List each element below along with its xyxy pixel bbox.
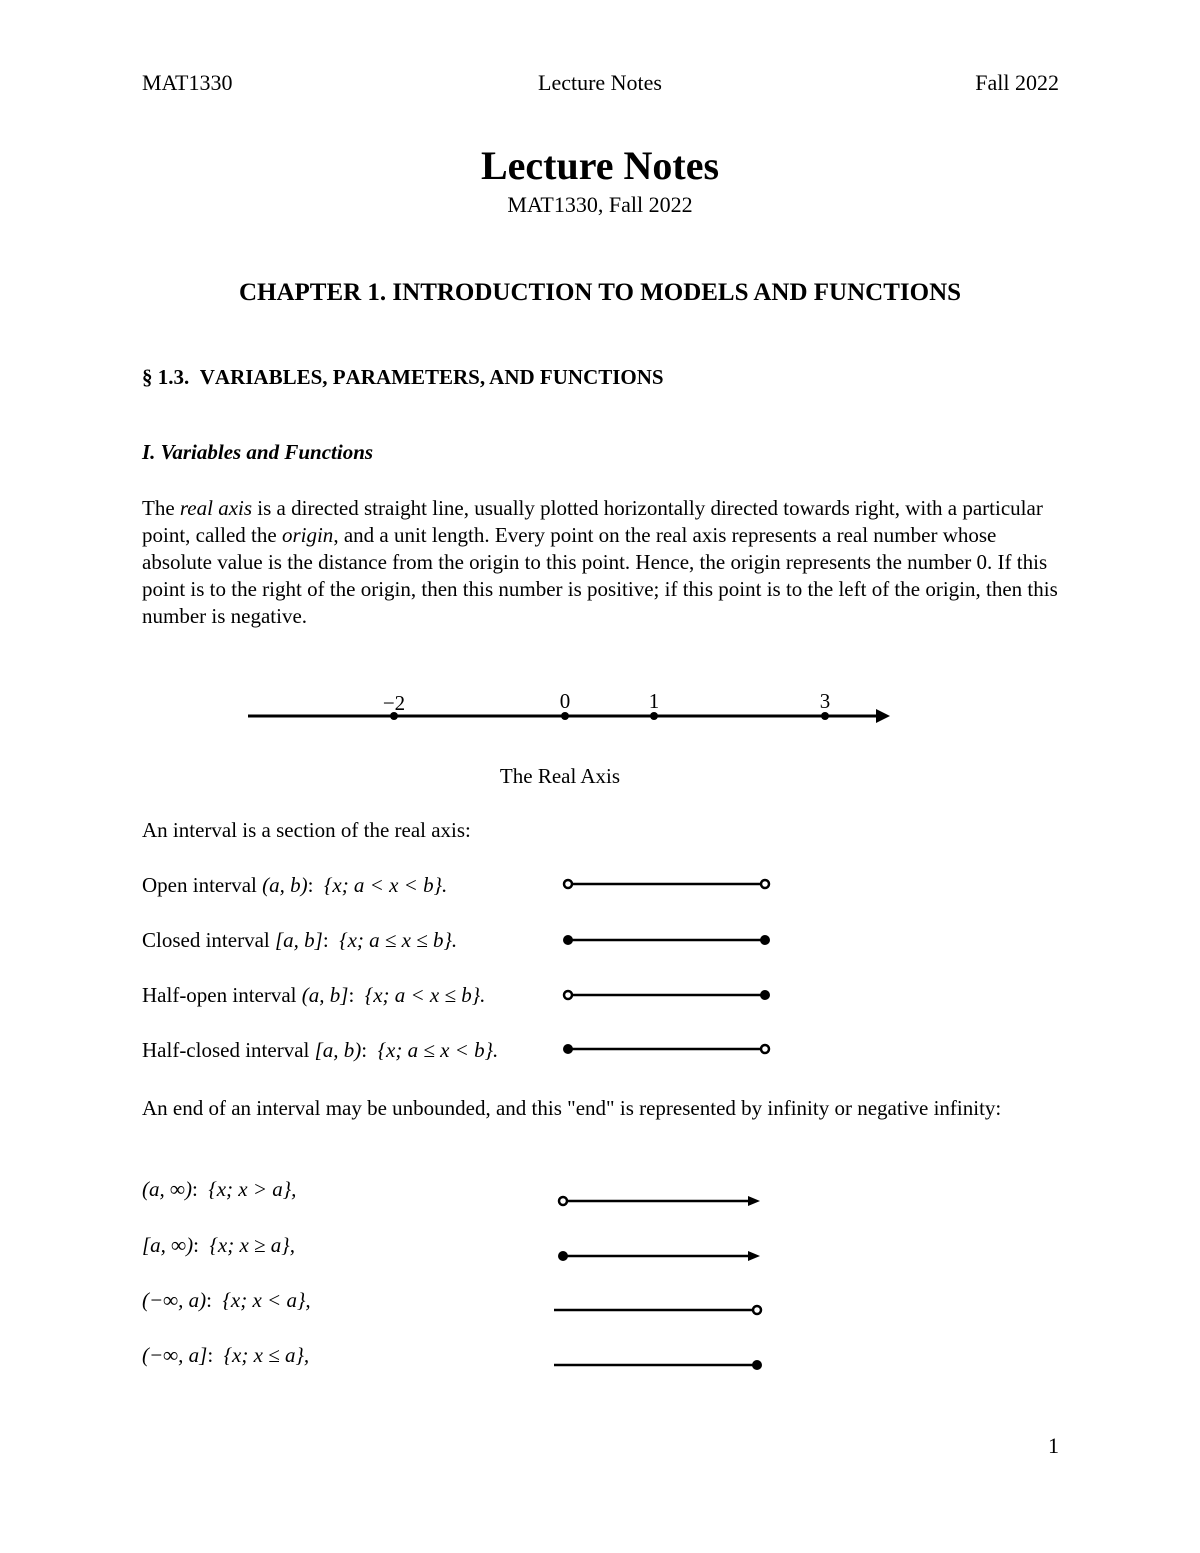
page-number: 1: [1048, 1433, 1059, 1458]
interval-notation: (a, ∞): [142, 1177, 192, 1201]
closed-endpoint: [760, 935, 770, 945]
real-axis-tick-label: 1: [648, 689, 660, 713]
open-endpoint: [761, 880, 769, 888]
term-origin: origin: [281, 523, 334, 547]
section-title-part: ARIABLES: [214, 365, 323, 389]
closed-endpoint: [563, 1044, 573, 1054]
real-axis-tick-label: 3: [819, 689, 831, 713]
closed-endpoint: [558, 1251, 568, 1261]
ray-open-left-diagram: [554, 1306, 761, 1314]
subsection-heading: I. Variables and Functions: [142, 440, 374, 464]
interval-notation: (−∞, a): [142, 1288, 207, 1312]
header-course: MAT1330: [142, 70, 233, 95]
section-title-part: , P: [322, 365, 346, 389]
interval-set: {x; a ≤ x < b}.: [377, 1038, 499, 1062]
interval-set: {x; a < x < b}.: [323, 873, 448, 897]
document-subtitle: MAT1330, Fall 2022: [507, 192, 693, 217]
open-endpoint: [753, 1306, 761, 1314]
unbounded-intro: An end of an interval may be unbounded, and this "end" is represented by infinity or negative infinity:: [142, 1096, 1002, 1120]
closed-endpoint: [760, 990, 770, 1000]
ray-open-left-definition: (−∞, a): {x; x < a},: [142, 1288, 311, 1312]
real-axis-arrowhead: [876, 709, 890, 723]
real-axis-tick-label: −2: [382, 691, 406, 715]
open-endpoint: [564, 880, 572, 888]
interval-half-open-diagram: [564, 990, 770, 1000]
interval-half-closed-diagram: [563, 1044, 769, 1054]
section-title-part: V: [199, 365, 215, 389]
paragraph-text: is a directed straight line, usually plotted horizontally directed towards right, with a particular point, called the: [142, 496, 1043, 547]
interval-name: Half-open interval: [142, 983, 302, 1007]
interval-notation: [a, ∞): [142, 1233, 194, 1257]
chapter-heading: CHAPTER 1. INTRODUCTION TO MODELS AND FUNCTIONS: [238, 279, 962, 306]
interval-half-closed-definition: Half-closed interval [a, b): {x; a ≤ x < b}.: [142, 1038, 499, 1062]
interval-notation: [a, b]: [274, 928, 323, 952]
term-real-axis: real axis: [179, 496, 253, 520]
real-axis-point: [821, 712, 829, 720]
real-axis-tick-label: 0: [559, 689, 571, 713]
section-title-part: ARAMETERS: [345, 365, 480, 389]
interval-name: Open interval: [142, 873, 263, 897]
real-axis-diagram: [248, 689, 890, 723]
real-axis-point: [650, 712, 658, 720]
interval-notation: [a, b): [314, 1038, 362, 1062]
ray-closed-right-definition: [a, ∞): {x; x ≥ a},: [142, 1233, 295, 1257]
open-endpoint: [761, 1045, 769, 1053]
real-axis-point: [561, 712, 569, 720]
section-title-part: , AND: [479, 365, 540, 389]
closed-endpoint: [563, 935, 573, 945]
interval-notation: (−∞, a]: [142, 1343, 208, 1367]
paragraph-text: The: [142, 496, 180, 520]
arrowhead: [748, 1196, 760, 1206]
interval-open-diagram: [564, 880, 769, 888]
interval-set: {x; a < x ≤ b}.: [364, 983, 486, 1007]
interval-half-open-definition: Half-open interval (a, b]: {x; a < x ≤ b}.: [142, 983, 486, 1007]
header-title: Lecture Notes: [538, 70, 662, 95]
real-axis-caption: The Real Axis: [499, 764, 621, 788]
interval-name: Closed interval: [142, 928, 275, 952]
interval-open-definition: Open interval (a, b): {x; a < x < b}.: [142, 873, 448, 897]
section-title-part: F: [539, 365, 553, 389]
ray-open-right-diagram: [559, 1196, 760, 1206]
ray-closed-left-definition: (−∞, a]: {x; x ≤ a},: [142, 1343, 310, 1367]
closed-endpoint: [752, 1360, 762, 1370]
open-endpoint: [559, 1197, 567, 1205]
interval-closed-definition: Closed interval [a, b]: {x; a ≤ x ≤ b}.: [142, 928, 458, 952]
section-title-part: UNCTIONS: [552, 365, 664, 389]
interval-notation: (a, b]: [301, 983, 349, 1007]
interval-set: {x; x > a},: [208, 1177, 297, 1201]
interval-closed-diagram: [563, 935, 770, 945]
section-number: § 1.3.: [142, 365, 190, 389]
document-title: Lecture Notes: [480, 143, 720, 188]
ray-closed-left-diagram: [554, 1360, 762, 1370]
arrowhead: [748, 1251, 760, 1261]
open-endpoint: [564, 991, 572, 999]
interval-name: Half-closed interval: [142, 1038, 315, 1062]
interval-notation: (a, b): [262, 873, 308, 897]
paragraph-text: , and a unit length. Every point on the real axis represents a real number whose absolute value is the distance from the origin to this point. Hence, the origin represents the number 0. If this point is to the right of the origin, then this number is positive; if this point is to the left of the origin, then this number is negative.: [142, 523, 1058, 628]
ray-closed-right-diagram: [558, 1251, 760, 1261]
ray-open-right-definition: (a, ∞): {x; x > a},: [142, 1177, 297, 1201]
interval-set: {x; x < a},: [222, 1288, 311, 1312]
interval-set: {x; x ≤ a},: [223, 1343, 310, 1367]
interval-set: {x; a ≤ x ≤ b}.: [339, 928, 458, 952]
header-term: Fall 2022: [975, 70, 1059, 95]
interval-intro: An interval is a section of the real axis:: [142, 818, 471, 842]
interval-set: {x; x ≥ a},: [209, 1233, 295, 1257]
